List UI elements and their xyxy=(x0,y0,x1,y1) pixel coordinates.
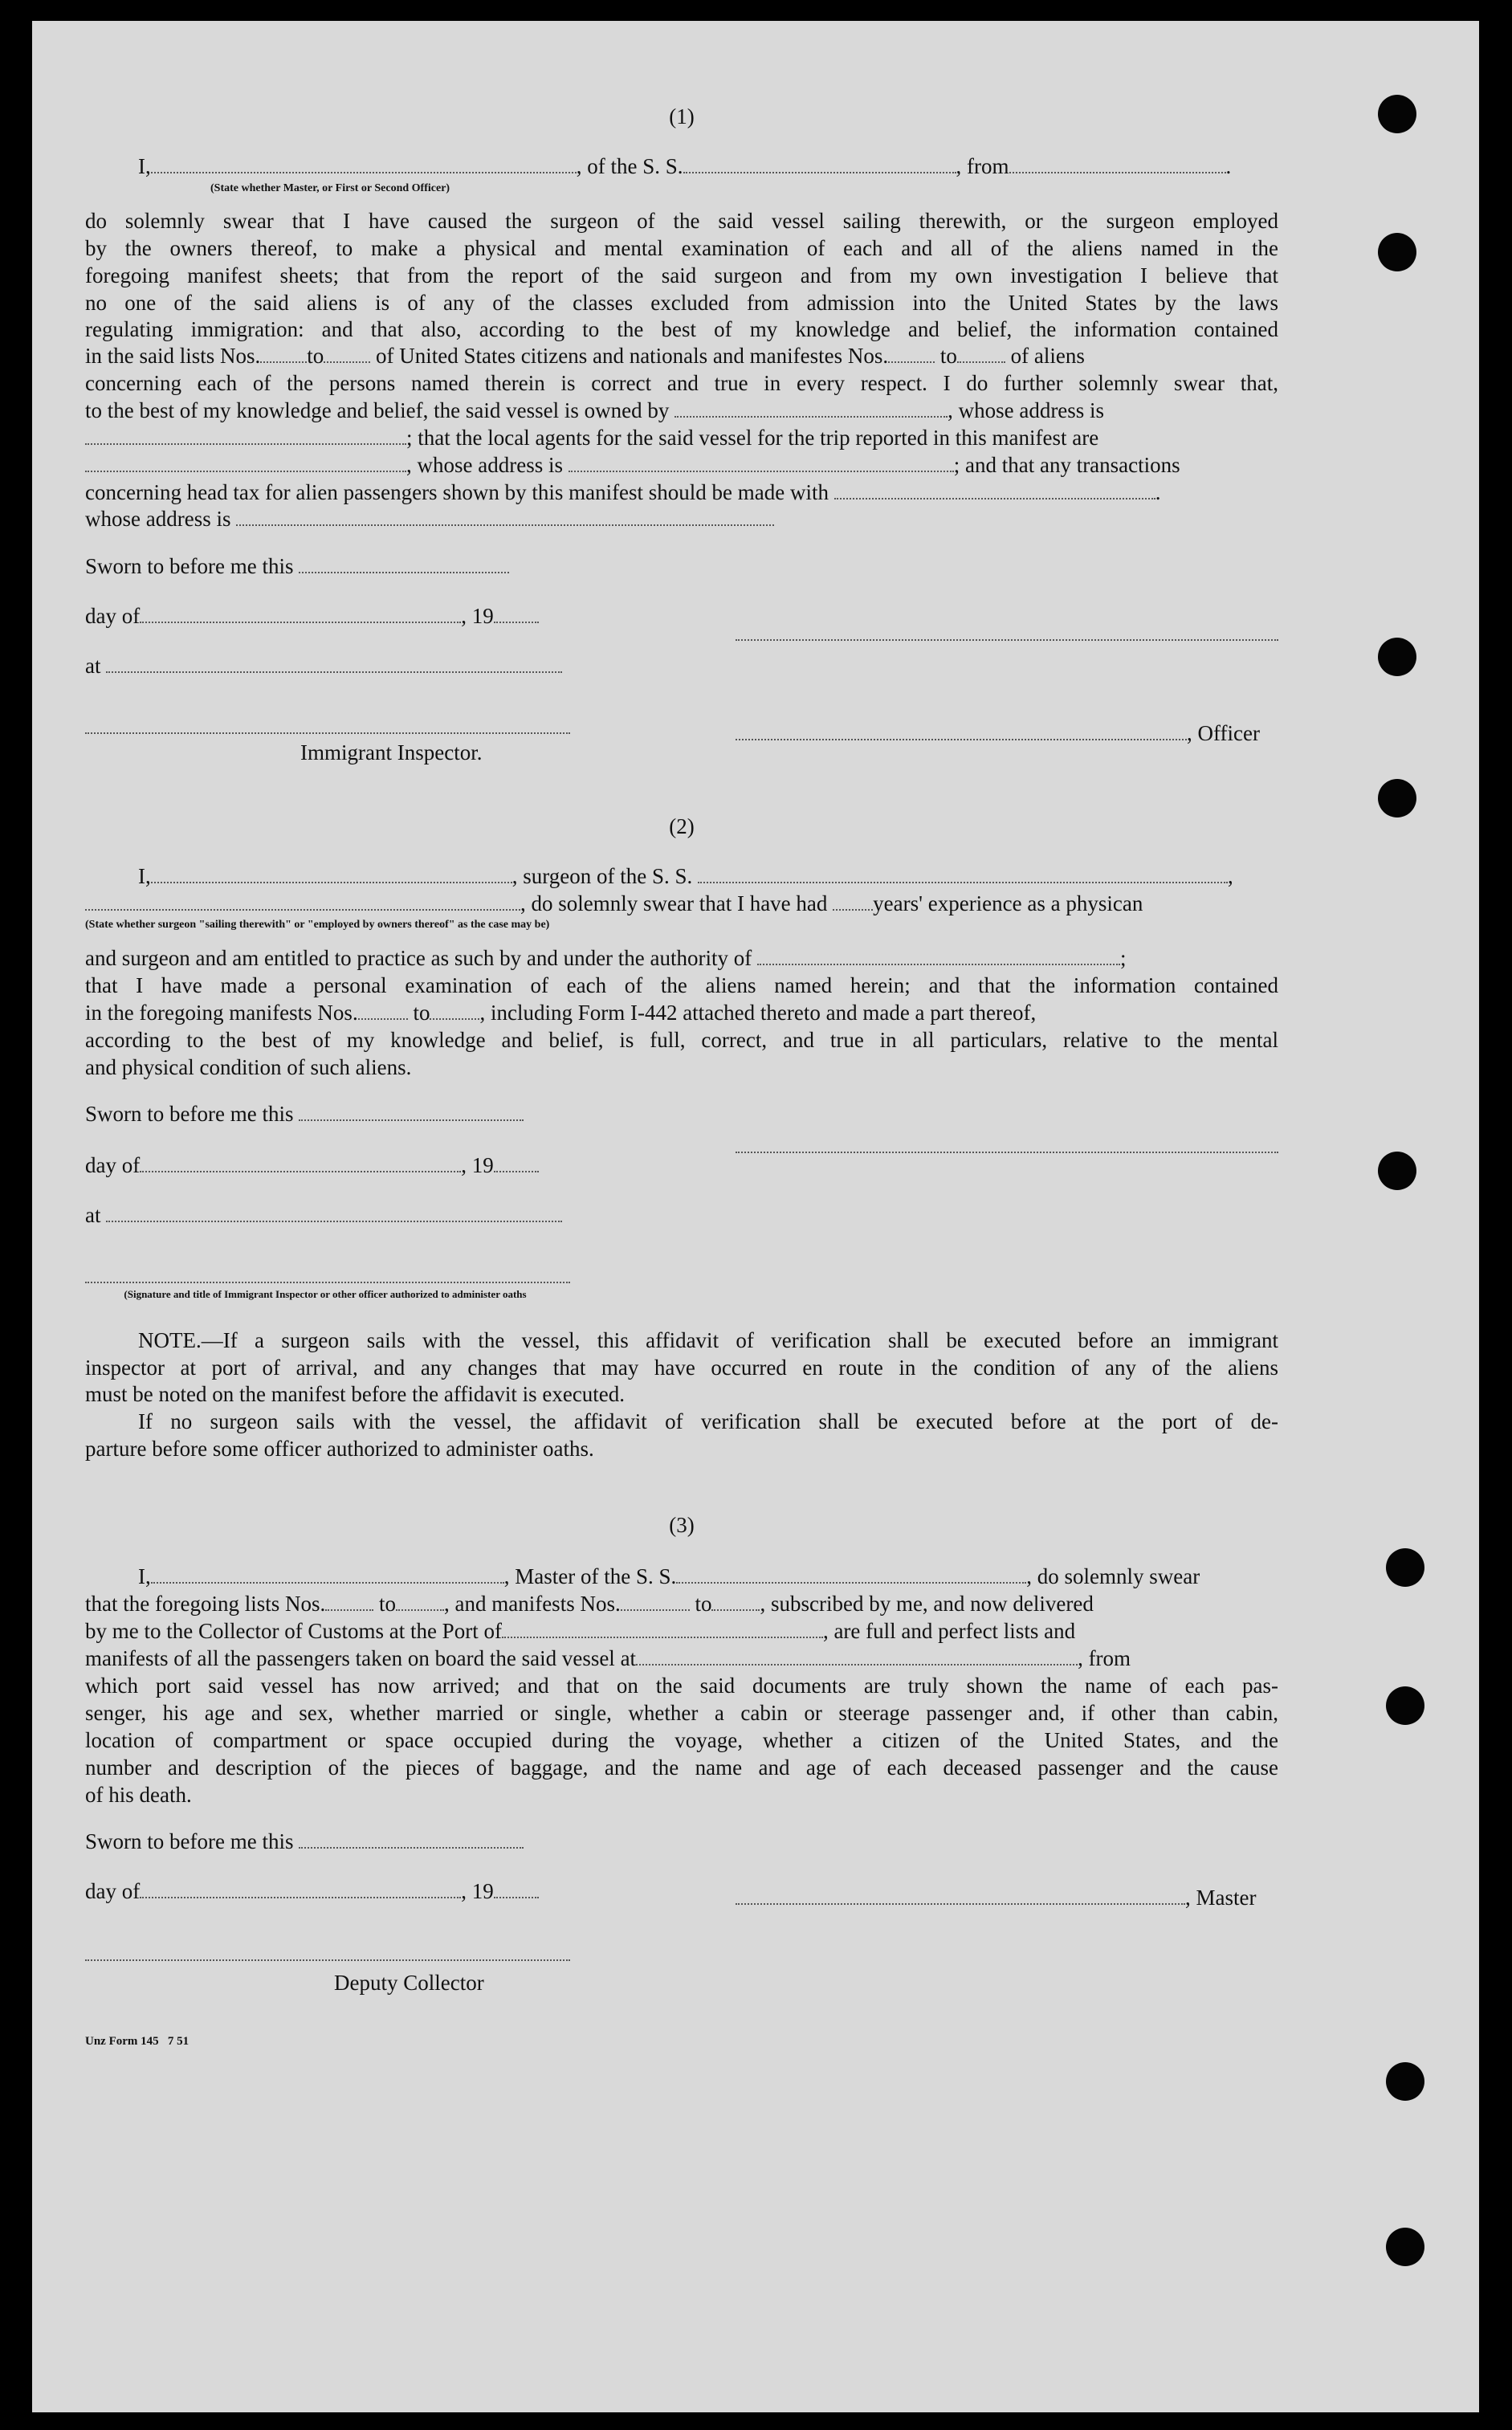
s3-paragraph-line: of his death. xyxy=(85,1783,192,1807)
s1-officer-line: , Officer xyxy=(85,720,1278,747)
s1-paragraph-line: by the owners thereof, to make a physical and mental examination of each and all of the aliens named in the xyxy=(85,236,1278,260)
s3-master-line: , Master xyxy=(85,1884,1278,1911)
s1-line-12: concerning head tax for alien passengers shown by this manifest should be made with . xyxy=(85,480,1161,504)
s2-day-line: day of , 19 xyxy=(85,1152,1278,1179)
s1-line-13: whose address is xyxy=(85,505,1278,532)
s2-line-3: and surgeon and am entitled to practice as such by and under the authority of ; xyxy=(85,946,1127,970)
s1-line-1: I, , of the S. S. , from . xyxy=(138,154,1232,178)
s2-paragraph-line: and physical condition of such aliens. xyxy=(85,1055,412,1079)
s3-sworn-line: Sworn to before me this xyxy=(85,1828,1278,1855)
s1-paragraph-line: do solemnly swear that I have caused the surgeon of the said vessel sailing therewith, or the surgeon employed xyxy=(85,209,1278,233)
s1-officer-note: (State whether Master, or First or Second Officer) xyxy=(210,182,450,194)
s1-inspector-label: Immigrant Inspector. xyxy=(300,740,483,764)
s3-line-3: by me to the Collector of Customs at the Port of , are full and perfect lists and xyxy=(85,1619,1076,1643)
s1-paragraph-line: foregoing manifest sheets; that from the report of the said surgeon and from my own investigation I believe that xyxy=(85,263,1278,287)
form-number: Unz Form 145 7 51 xyxy=(85,2035,190,2048)
s2-line-5: in the foregoing manifests Nos. to , including Form I-442 attached thereto and made a part thereof, xyxy=(85,1001,1037,1025)
s2-paragraph-line: according to the best of my knowledge and belief, is full, correct, and true in all particulars, relative to the mental xyxy=(85,1028,1278,1052)
note-line: If no surgeon sails with the vessel, the affidavit of verification shall be executed before at the port of de- xyxy=(138,1409,1278,1433)
s1-paragraph-line: regulating immigration: and that also, according to the best of my knowledge and belief, the information contained xyxy=(85,317,1278,341)
s2-sworn-line: Sworn to before me this xyxy=(85,1100,1278,1127)
s3-deputy-label: Deputy Collector xyxy=(334,1971,484,1995)
s3-line-4: manifests of all the passengers taken on board the said vessel at , from xyxy=(85,1646,1131,1670)
punch-hole-icon xyxy=(1386,1548,1424,1587)
section-3-title: (3) xyxy=(669,1513,695,1537)
s2-at-line: at xyxy=(85,1201,1278,1229)
s1-at-line: at xyxy=(85,652,1278,679)
punch-hole-icon xyxy=(1378,95,1416,133)
punch-hole-icon xyxy=(1386,2228,1424,2266)
note-line: parture before some officer authorized to administer oaths. xyxy=(85,1437,594,1461)
punch-hole-icon xyxy=(1378,1152,1416,1190)
s3-collector-line xyxy=(85,1959,570,1961)
s1-paragraph-line: no one of the said aliens is of any of the classes excluded from admission into the United States by the laws xyxy=(85,291,1278,315)
s3-paragraph-line: which port said vessel has now arrived; and that on the said documents are truly shown the name of each pas- xyxy=(85,1674,1278,1698)
s2-surgeon-note: (State whether surgeon "sailing therewith" or "employed by owners thereof" as the case may be) xyxy=(85,919,550,931)
s1-paragraph-line: concerning each of the persons named therein is correct and true in every respect. I do further solemnly swear that, xyxy=(85,371,1278,395)
punch-hole-icon xyxy=(1386,1686,1424,1725)
s3-day-line: day of , 19 xyxy=(85,1878,1278,1905)
s3-line-1: I, , Master of the S. S. , do solemnly swear xyxy=(138,1564,1200,1588)
s1-sworn-line: Sworn to before me this xyxy=(85,552,1278,580)
punch-hole-icon xyxy=(1378,233,1416,271)
s3-paragraph-line: location of compartment or space occupied during the voyage, whether a citizen of the United States, and the xyxy=(85,1728,1278,1752)
s3-paragraph-line: senger, his age and sex, whether married or single, whether a cabin or steerage passenger and, if other than cabin, xyxy=(85,1701,1278,1725)
note-line: inspector at port of arrival, and any changes that may have occurred en route in the condition of any of the aliens xyxy=(85,1356,1278,1380)
s3-paragraph-line: number and description of the pieces of baggage, and the name and age of each deceased passenger and the cause xyxy=(85,1755,1278,1780)
punch-hole-icon xyxy=(1378,638,1416,676)
section-1-title: (1) xyxy=(669,104,695,128)
s2-line-2: , do solemnly swear that I have had years' experience as a physican xyxy=(85,890,1278,917)
s1-line-9: to the best of my knowledge and belief, the said vessel is owned by , whose address is xyxy=(85,398,1105,422)
section-2-title: (2) xyxy=(669,814,695,838)
s1-line-7: in the said lists Nos. to of United States citizens and nationals and manifestes Nos. to of aliens xyxy=(85,344,1085,368)
s1-signature-line xyxy=(736,639,1278,641)
s2-line-1: I, , surgeon of the S. S. , xyxy=(138,864,1233,888)
s2-officer-line xyxy=(85,1282,570,1283)
s1-line-10: ; that the local agents for the said vessel for the trip reported in this manifest are xyxy=(85,424,1278,451)
note-line: must be noted on the manifest before the affidavit is executed. xyxy=(85,1382,626,1406)
s2-paragraph-line: that I have made a personal examination of each of the aliens named herein; and that the information contained xyxy=(85,973,1278,997)
punch-hole-icon xyxy=(1378,779,1416,817)
punch-hole-icon xyxy=(1386,2062,1424,2101)
note-line: NOTE.—If a surgeon sails with the vessel, this affidavit of verification shall be executed before an immigrant xyxy=(138,1328,1278,1352)
s2-signature-note: (Signature and title of Immigrant Inspector or other officer authorized to administer oaths xyxy=(124,1288,527,1300)
s1-line-11: , whose address is ; and that any transactions xyxy=(85,451,1278,479)
s3-line-2: that the foregoing lists Nos. to , and manifests Nos. to , subscribed by me, and now delivered xyxy=(85,1592,1094,1616)
s1-day-line: day of , 19 xyxy=(85,602,1278,630)
